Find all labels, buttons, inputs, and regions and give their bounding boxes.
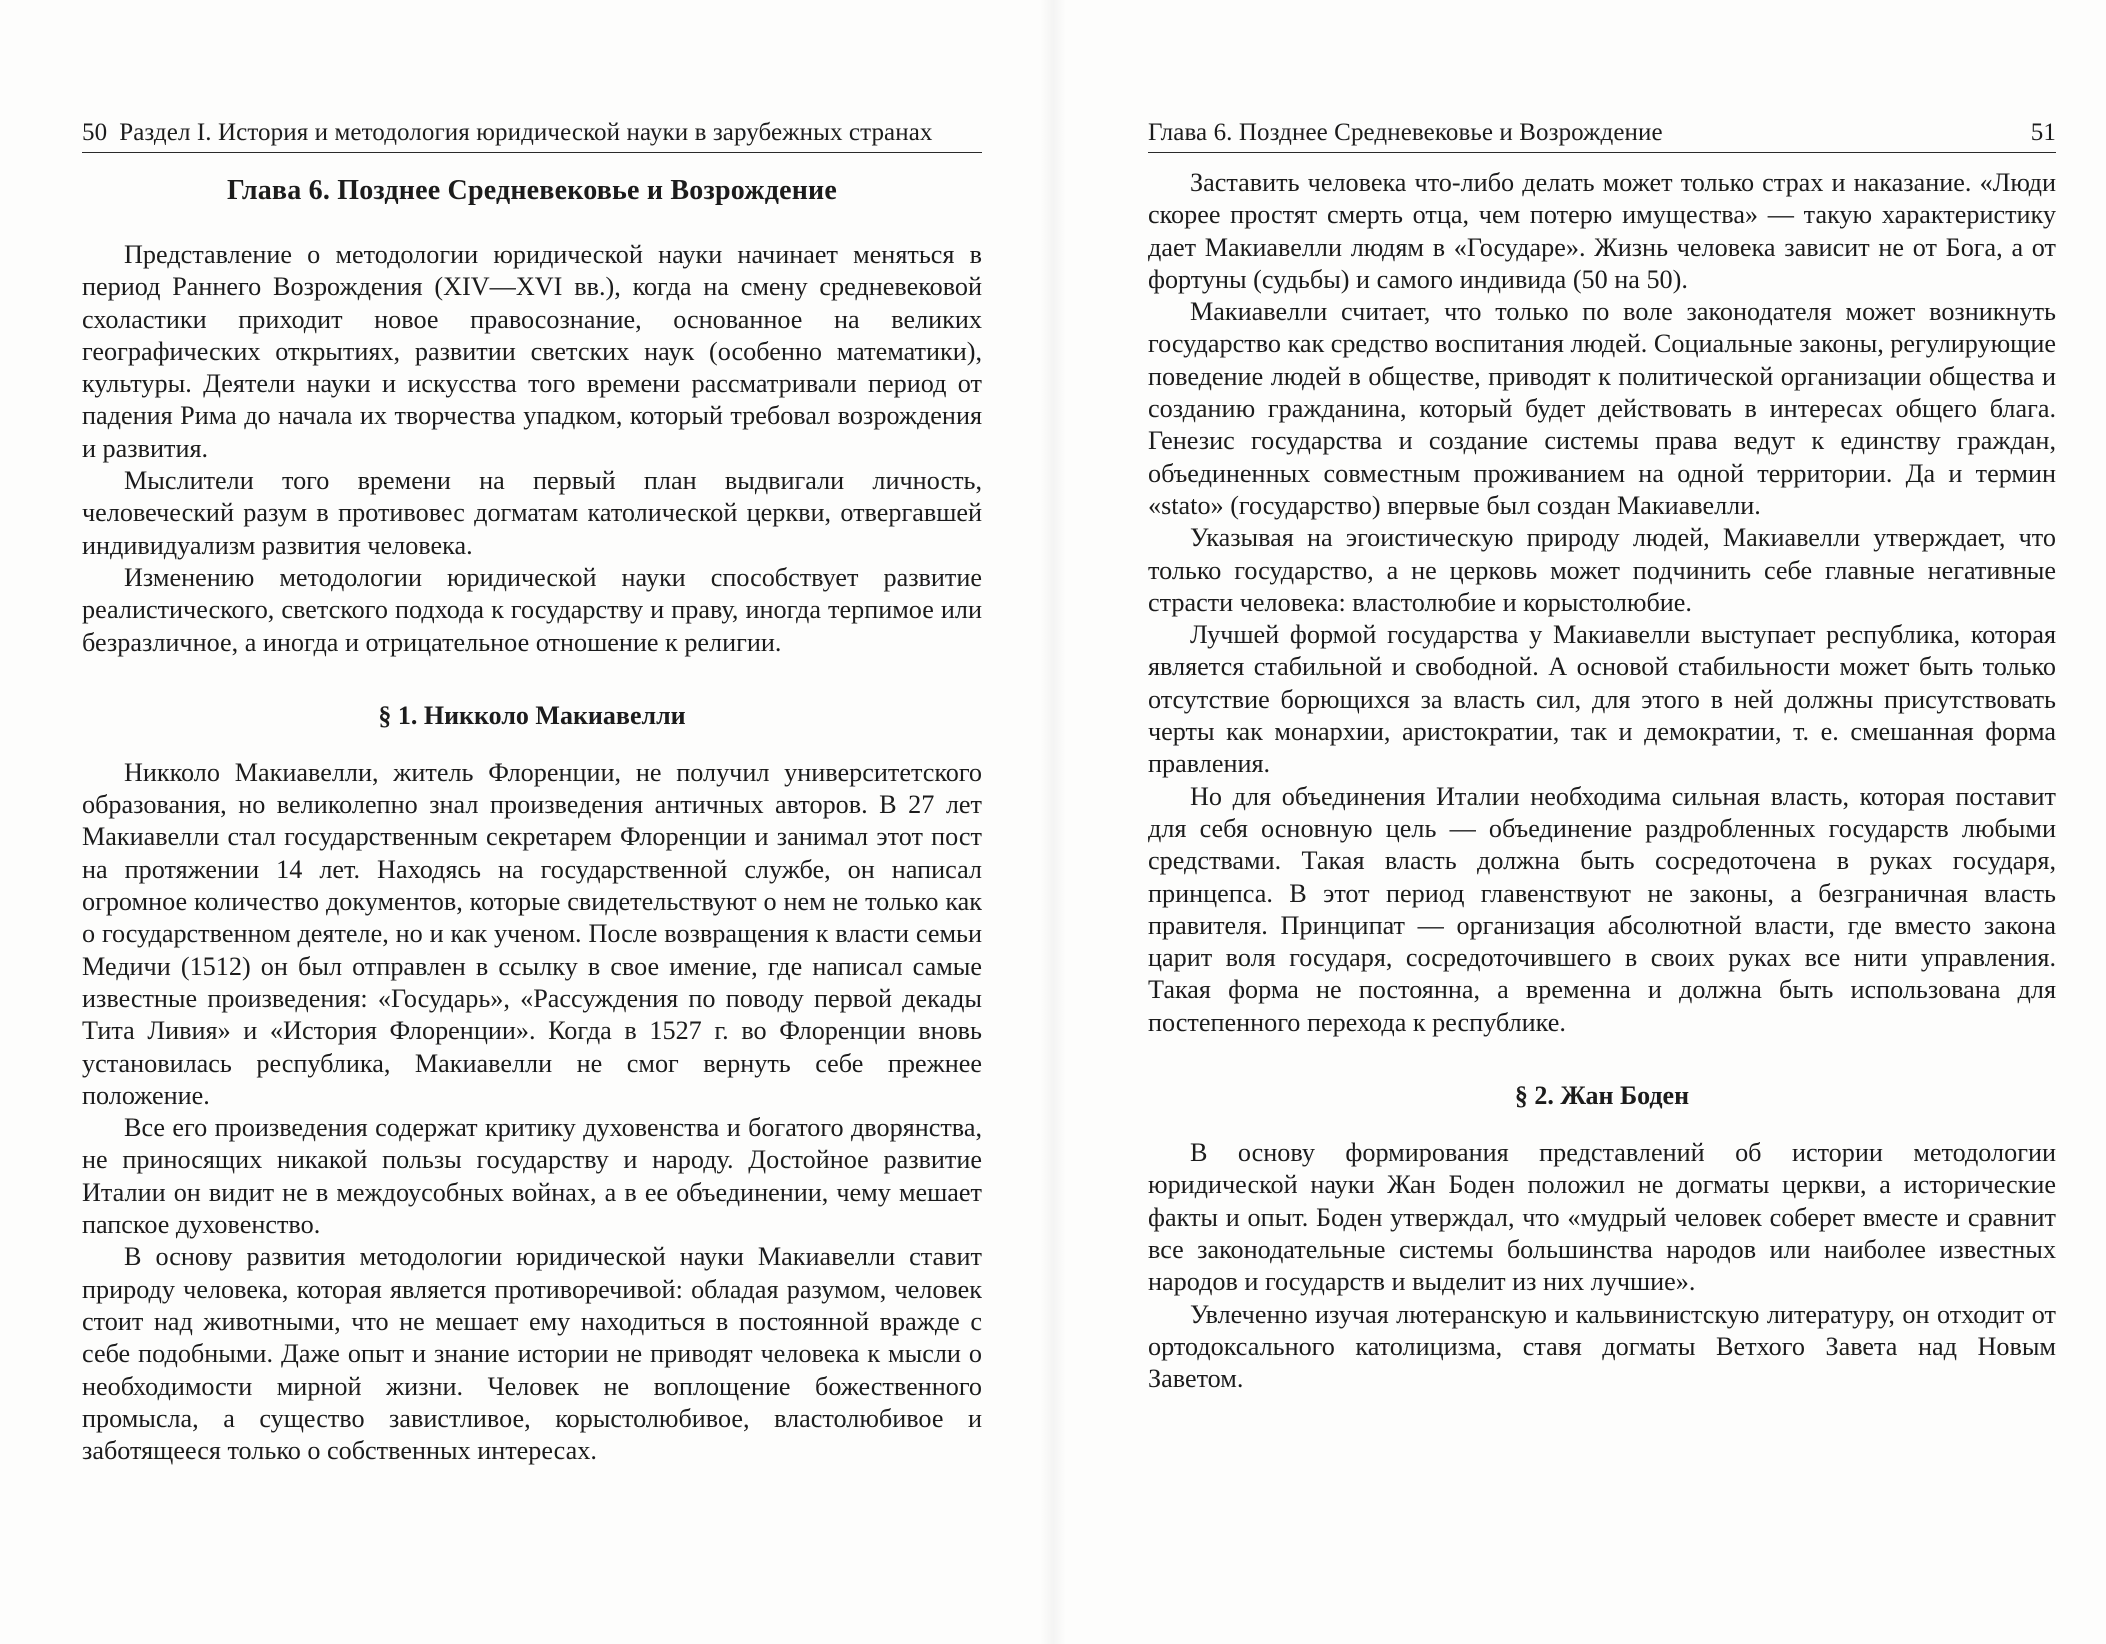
running-head-title: Раздел I. История и методология юридической науки в зарубежных странах — [119, 119, 933, 146]
paragraph: Все его произведения содержат критику духовенства и богатого дворянства, не приносящих никакой пользы государству и народу. Достойное развитие Италии он видит не в междоусобных войнах, а в ее объединении, чему мешает папское духовенство. — [82, 1113, 982, 1240]
left-page — [82, 118, 982, 1467]
chapter-title: Глава 6. Позднее Средневековье и Возрождение — [226, 175, 838, 206]
paragraph: В основу формирования представлений об истории методологии юридической науки Жан Боден положил не догматы церкви, а исторические факты и опыт. Боден утверждал, что «мудрый человек соберет вместе и сравнит все законодательные системы большинства народов или наиболее известных народов и государств и выделит из них лучшие». — [1148, 1138, 2056, 1297]
section-title: § 2. Жан Боден — [1514, 1081, 1690, 1111]
paragraph: Лучшей формой государства у Макиавелли выступает республика, которая является стабильной и свободной. А основой стабильности может быть только отсутствие борющихся за власть сил, для этого в ней должны присутствовать черты как монархии, аристократии, так и демократии, т. е. смешанная форма правления. — [1148, 620, 2056, 779]
paragraph: Представление о методологии юридической науки начинает меняться в период Раннего Возрождения (XIV—XVI вв.), когда на смену средневековой схоластики приходит новое правосознание, основанное на великих географических открытиях, развитии светских наук (особенно математики), культуры. Деятели науки и искусства того времени рассматривали период от падения Рима до начала их творчества упадком, который требовал возрождения и развития. — [82, 240, 982, 463]
book-gutter — [1040, 0, 1066, 1644]
paragraph: Но для объединения Италии необходима сильная власть, которая поставит для себя основную цель — объединение раздробленных государств любыми средствами. Такая власть должна быть сосредоточена в руках государя, принцепса. В этот период главенствуют не законы, а безграничная власть правителя. Принципат — организация абсолютной власти, где вместо закона царит воля государя, сосредоточившего в своих руках все нити управления. Такая форма не постоянна, а временна и должна быть использована для постепенного перехода к республике. — [1148, 781, 2056, 1037]
paragraph: Никколо Макиавелли, житель Флоренции, не получил университетского образования, но великолепно знал произведения античных авторов. В 27 лет Макиавелли стал государственным секретарем Флоренции и занимал этот пост на протяжении 14 лет. Находясь на государственной службе, он написал огромное количество документов, которые свидетельствуют о нем не только как о государственном деятеле, но и как ученом. После возвращения к власти семьи Медичи (1512) он был отправлен в ссылку в свое имение, где написал самые известные произведения: «Государь», «Рассуждения по поводу первой декады Тита Ливия» и «История Флоренции». Когда в 1527 г. во Флоренции вновь установилась республика, Макиавелли не смог вернуть себе прежнее положение. — [82, 757, 982, 1110]
paragraph: Мыслители того времени на первый план выдвигали личность, человеческий разум в противовес догматам католической церкви, отвергавшей индивидуализм развития человека. — [82, 466, 982, 560]
section-title: § 1. Никколо Макиавелли — [378, 700, 686, 730]
paragraph: Изменению методологии юридической науки способствует развитие реалистического, светского подхода к государству и праву, иногда терпимое или безразличное, а иногда и отрицательное отношение к религии. — [82, 562, 982, 657]
paragraph: Заставить человека что-либо делать может только страх и наказание. «Люди скорее простят смерть отца, чем потерю имущества» — такую характеристику дает Макиавелли людям в «Государе». Жизнь человека зависит не от Бога, а от фортуны (судьбы) и самого индивида (50 на 50). — [1148, 168, 2056, 294]
right-running-head — [1148, 118, 2056, 153]
right-page — [1148, 118, 2056, 1395]
paragraph: Увлеченно изучая лютеранскую и кальвинистскую литературу, он отходит от ортодоксального католицизма, ставя догматы Ветхого Завета над Новым Заветом. — [1148, 1299, 2056, 1394]
left-running-head — [82, 118, 982, 153]
running-head-title: Глава 6. Позднее Средневековье и Возрождение — [1148, 119, 1663, 146]
page-number: 51 — [2030, 119, 2056, 146]
paragraph: Указывая на эгоистическую природу людей, Макиавелли утверждает, что только государство, а не церковь может подчинить себе главные негативные страсти человека: властолюбие и корыстолюбие. — [1148, 523, 2056, 617]
page-number: 50 — [82, 119, 108, 146]
paragraph: В основу развития методологии юридической науки Макиавелли ставит природу человека, которая является противоречивой: обладая разумом, человек стоит над животными, что не мешает ему находиться в постоянной вражде с себе подобными. Даже опыт и знание истории не приводят человека к мысли о необходимости мирной жизни. Человек не воплощение божественного промысла, а существо завистливое, корыстолюбивое, властолюбивое и заботящееся только о собственных интересах. — [82, 1242, 982, 1466]
paragraph: Макиавелли считает, что только по воле законодателя может возникнуть государство как средство воспитания людей. Социальные законы, регулирующие поведение людей в обществе, приводят к политической организации общества и созданию гражданина, который будет действовать в интересах общего блага. Генезис государства и создание системы права ведут к единству граждан, объединенных совместным проживанием на одной территории. Да и термин «stato» (государство) впервые был создан Макиавелли. — [1148, 297, 2056, 520]
